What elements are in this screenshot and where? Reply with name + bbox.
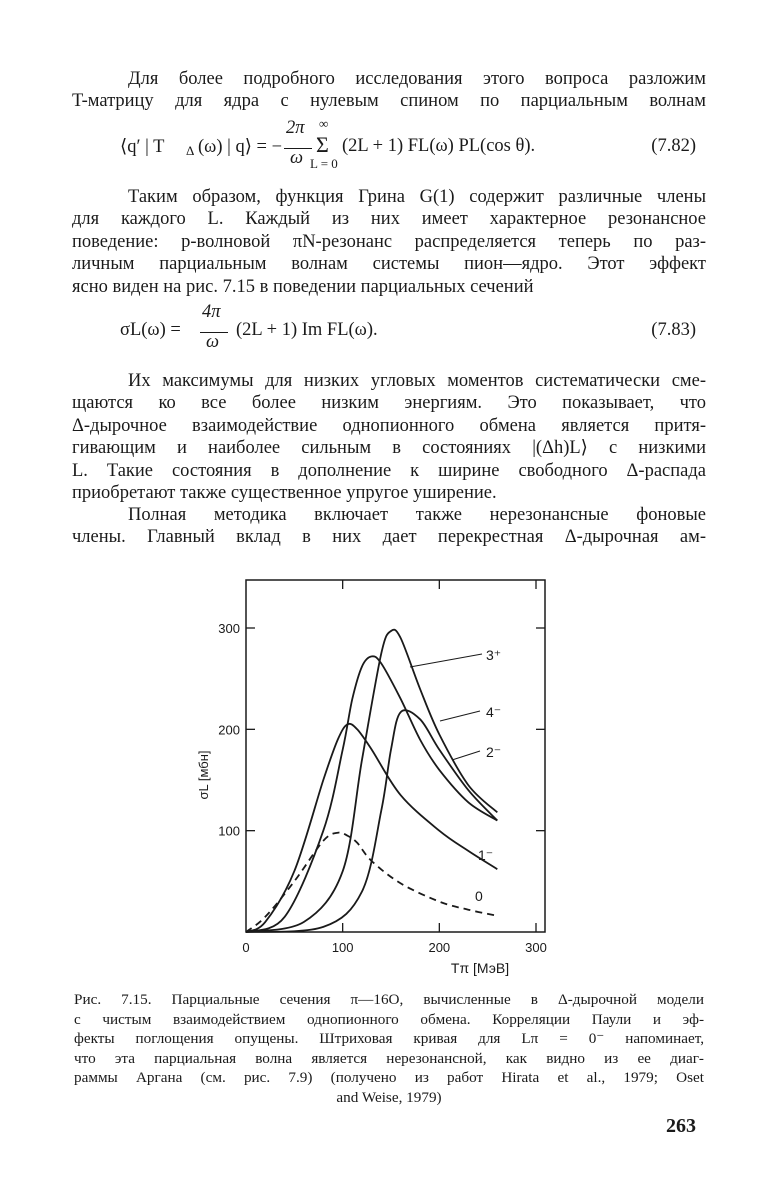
x-tick-label-300: 300: [525, 940, 547, 955]
eq1-rhs: (2L + 1) FL(ω) PL(cos θ).: [342, 136, 536, 156]
figure-7-15-chart: [190, 570, 570, 985]
eq1-lhs2: (ω) | q⟩ = −: [198, 137, 283, 157]
eq2-rhs: (2L + 1) Im FL(ω).: [236, 320, 378, 340]
paragraph-2-line-4: личным парциальным волнам системы пион—ядро. Этот эффект: [72, 254, 706, 275]
page-number: 263: [666, 1115, 696, 1137]
curve-label-3+: 3⁺: [486, 647, 502, 663]
eq1-sub: Δ: [186, 143, 195, 158]
eq1-frac-den: ω: [290, 148, 304, 168]
caption-line-3: фекты поглощения опущены. Штриховая кривая для Lπ = 0⁻ напоминает,: [74, 1030, 704, 1048]
leader-2-: [452, 751, 480, 760]
eq2-frac-den: ω: [206, 332, 220, 352]
eq1-lhs: ⟨q′ | T: [120, 137, 165, 157]
paragraph-3-line-6: приобретают также существенное упругое уширение.: [72, 483, 497, 504]
paragraph-2-line-2: для каждого L. Каждый из них имеет характерное резонансное: [72, 209, 706, 230]
paragraph-2: [72, 186, 706, 298]
equation-7-82-number: (7.82): [651, 136, 696, 156]
caption-line-4: что эта парциальная волна является нерезонансной, как видно из ее диаг-: [74, 1049, 704, 1067]
paragraph-3: [72, 370, 706, 504]
caption-line-6: and Weise, 1979): [336, 1088, 442, 1106]
x-tick-label-200: 200: [428, 940, 451, 955]
y-tick-label-200: 200: [218, 722, 240, 738]
eq1-frac-num: 2π: [286, 118, 305, 138]
y-tick-label-300: 300: [218, 621, 240, 636]
eq1-sum-bottom: L = 0: [310, 156, 338, 171]
caption-line-1: Рис. 7.15. Парциальные сечения π—16O, вычисленные в Δ-дырочной модели: [74, 991, 704, 1008]
paragraph-2-line-5: ясно виден на рис. 7.15 в поведении парциальных сечений: [72, 276, 534, 297]
figure-caption: [74, 990, 704, 1108]
paragraph-2-line-3: поведение: p-волновой πN-резонанс распределяется теперь по раз-: [72, 231, 706, 252]
caption-line-5: раммы Аргана (см. рис. 7.9) (получено из работ Hirata et al., 1979; Oset: [74, 1069, 704, 1087]
paragraph-1-line-2: T-матрицу для ядра с нулевым спином по парциальным волнам: [72, 91, 706, 112]
curve-3+: [246, 630, 497, 932]
paragraph-1-line-1: Для более подробного исследования этого вопроса разложим: [128, 69, 706, 89]
y-axis-label: σL [мбн]: [196, 750, 211, 800]
curve-2-: [246, 656, 497, 932]
paragraph-1: [72, 68, 706, 113]
curve-label-2-: 2⁻: [486, 744, 502, 760]
x-axis-label: Tπ [МэВ]: [450, 960, 510, 976]
paragraph-3-line-3: Δ-дырочное взаимодействие однопионного обмена является притя-: [72, 415, 706, 436]
paragraph-3-line-1: Их максимумы для низких угловых моментов систематически сме-: [128, 371, 706, 391]
eq2-frac-num: 4π: [202, 302, 221, 322]
y-tick-label-100: 100: [218, 823, 240, 839]
paragraph-4-line-1: Полная методика включает также нерезонансные фоновые: [128, 505, 706, 525]
eq1-sum-sign: Σ: [316, 132, 329, 157]
curve-label-4-: 4⁻: [486, 704, 502, 720]
equation-7-83-number: (7.83): [651, 320, 696, 340]
leader-3+: [410, 654, 482, 667]
leader-4-: [440, 711, 480, 721]
paragraph-4-line-2: члены. Главный вклад в них дает перекрестная Δ-дырочная ам-: [72, 527, 706, 548]
eq2-lhs: σL(ω) =: [120, 320, 181, 340]
x-tick-label-0: 0: [242, 940, 250, 955]
curve-4-: [246, 710, 497, 932]
paragraph-3-line-2: щаются ко все более низким энергиям. Это показывает, что: [72, 393, 706, 414]
curve-label-1-: 1⁻: [478, 847, 494, 863]
eq1-sum-top: ∞: [319, 116, 329, 131]
curve-1-: [246, 724, 497, 932]
caption-line-2: с чистым взаимодействием однопионного обмена. Корреляции Паули и эф-: [74, 1010, 704, 1028]
paragraph-2-line-1: Таким образом, функция Грина G(1) содержит различные члены: [128, 187, 706, 207]
x-tick-label-100: 100: [331, 940, 354, 955]
curve-label-0: 0: [475, 888, 483, 904]
paragraph-4: [72, 504, 706, 549]
paragraph-3-line-5: L. Такие состояния в дополнение к ширине свободного Δ-распада: [72, 460, 706, 481]
paragraph-3-line-4: гивающим и наиболее сильным в состояниях |(Δh)L⟩ с низкими: [72, 438, 706, 459]
